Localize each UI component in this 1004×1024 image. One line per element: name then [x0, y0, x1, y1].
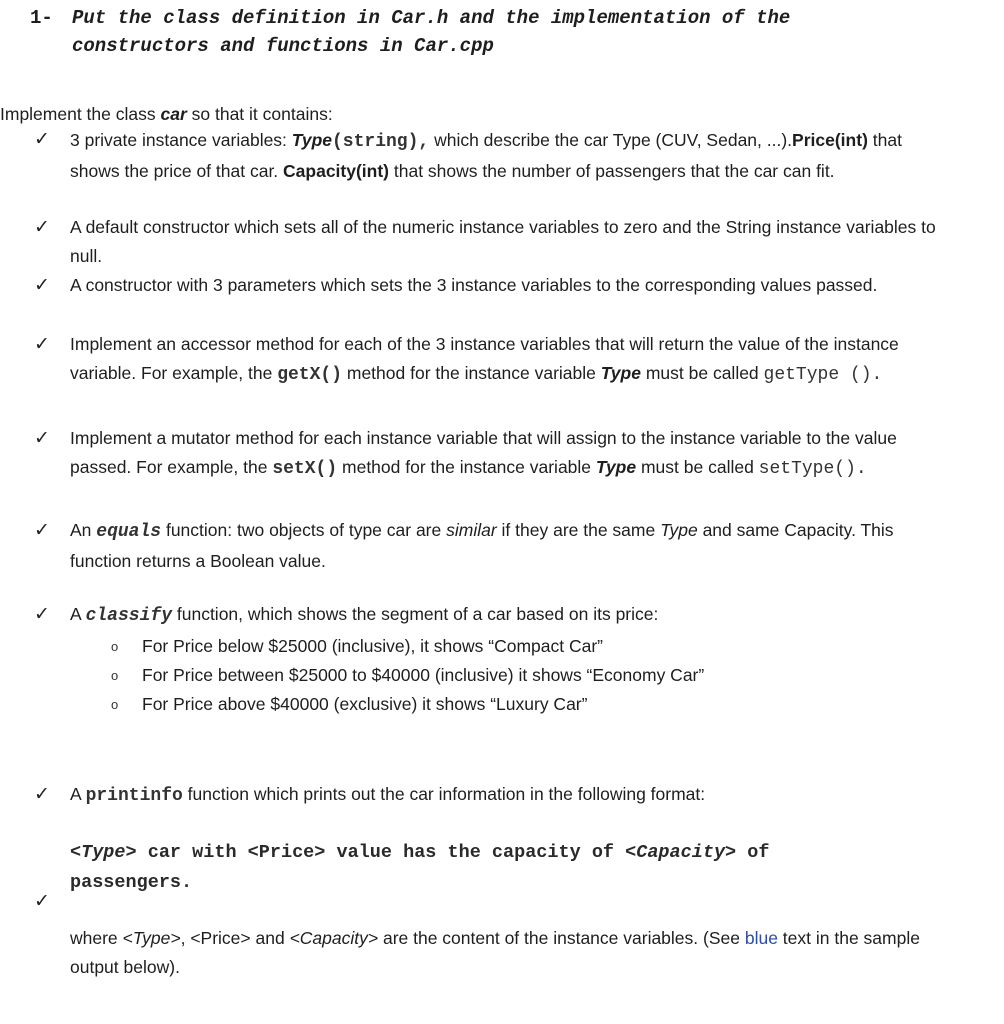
text: method for the instance variable	[337, 457, 596, 477]
code-printinfo: printinfo	[85, 786, 183, 806]
text: of passengers.	[70, 842, 770, 893]
item-accessor	[70, 330, 950, 390]
heading-text	[72, 4, 872, 60]
text: 3 private instance variables:	[70, 130, 292, 150]
text: method for the instance variable	[342, 363, 601, 383]
text: ,	[180, 928, 191, 948]
text: car with	[136, 842, 248, 863]
price-label: Price(int)	[792, 130, 868, 150]
check-icon: ✓	[34, 275, 50, 296]
text: Implement a mutator method for each instance variable that will assign to the instance variable to the value passed. For example, the	[70, 428, 897, 477]
intro-paragraph	[0, 102, 333, 126]
check-icon: ✓	[34, 428, 50, 449]
item-printinfo	[70, 780, 950, 811]
capacity-label: Capacity(int)	[283, 161, 390, 181]
code-getx: getX()	[277, 365, 342, 385]
sub-bullet-icon: o	[111, 639, 119, 654]
text: and same Capacity. This function returns a Boolean value.	[70, 520, 894, 571]
text: A	[70, 604, 86, 624]
text: that shows the price of that car.	[70, 130, 902, 181]
text: which describe the car Type (CUV, Sedan, ...).	[429, 130, 793, 150]
sub-bullet-icon: o	[111, 697, 119, 712]
code-equals: equals	[96, 522, 162, 542]
code-gettype: getType ().	[763, 365, 883, 385]
blue-word: blue	[744, 928, 778, 948]
text: that shows the number of passengers that the car can fit.	[389, 161, 835, 181]
intro-prefix: Implement the class	[0, 104, 161, 124]
item-param-constructor: A constructor with 3 parameters which sets the 3 instance variables to the corresponding values passed.	[70, 275, 878, 295]
type-label: Type	[291, 130, 332, 150]
check-icon: ✓	[34, 891, 50, 912]
intro-class-name: car	[160, 104, 187, 124]
text: must be called	[636, 457, 759, 477]
placeholder-price: <Price>	[247, 842, 326, 863]
type-label: Type	[600, 363, 641, 383]
code-settype: setType().	[758, 459, 867, 479]
text: text in the sample output below).	[70, 928, 920, 977]
text: must be called	[640, 363, 764, 383]
text: An	[70, 520, 97, 540]
item-default-constructor: A default constructor which sets all of the numeric instance variables to zero and the String instance variables to null.	[70, 217, 936, 266]
check-icon: ✓	[34, 334, 50, 355]
type-kind: (string),	[332, 132, 430, 152]
placeholder-type: <Type>	[70, 842, 137, 863]
placeholder-price: <Price>	[190, 928, 251, 948]
classify-rule: For Price between $25000 to $40000 (inclusive) it shows “Economy Car”	[142, 665, 705, 685]
classify-rule: For Price above $40000 (exclusive) it shows “Luxury Car”	[142, 694, 588, 714]
heading-line-1: Put the class definition in Car.h and the implementation of the	[72, 7, 791, 29]
check-icon: ✓	[34, 604, 50, 625]
check-icon: ✓	[34, 520, 50, 541]
check-icon: ✓	[34, 217, 50, 238]
printinfo-format	[70, 838, 890, 898]
check-icon: ✓	[34, 784, 50, 805]
text: and	[250, 928, 290, 948]
code-setx: setX()	[272, 459, 338, 479]
text: function, which shows the segment of a car based on its price:	[172, 604, 659, 624]
classify-rule: For Price below $25000 (inclusive), it shows “Compact Car”	[142, 636, 603, 656]
text: if they are the same	[496, 520, 661, 540]
check-icon: ✓	[34, 129, 50, 150]
intro-suffix: so that it contains:	[186, 104, 333, 124]
heading-line-2: constructors and functions in Car.cpp	[72, 35, 494, 57]
placeholder-capacity: <Capacity>	[289, 928, 379, 948]
text: Implement an accessor method for each of the 3 instance variables that will return the value of the instance variable. For example, the	[70, 334, 899, 383]
placeholder-capacity: <Capacity>	[625, 842, 737, 863]
item-mutator	[70, 424, 950, 484]
placeholder-type: <Type>	[122, 928, 181, 948]
similar-term: similar	[446, 520, 497, 540]
item-instance-variables	[70, 126, 950, 186]
heading-number: 1-	[30, 7, 53, 29]
printinfo-where-note	[70, 924, 950, 982]
text: function which prints out the car information in the following format:	[182, 784, 706, 804]
text: function: two objects of type car are	[161, 520, 447, 540]
text: A	[70, 784, 86, 804]
code-classify: classify	[85, 606, 172, 626]
sub-bullet-icon: o	[111, 668, 119, 683]
type-label: Type	[595, 457, 637, 477]
text: where	[70, 928, 123, 948]
type-label: Type	[660, 520, 698, 540]
item-classify	[70, 600, 950, 631]
text: value has the capacity of	[325, 842, 626, 863]
item-equals	[70, 516, 950, 576]
text: are the content of the instance variables. (See	[378, 928, 745, 948]
